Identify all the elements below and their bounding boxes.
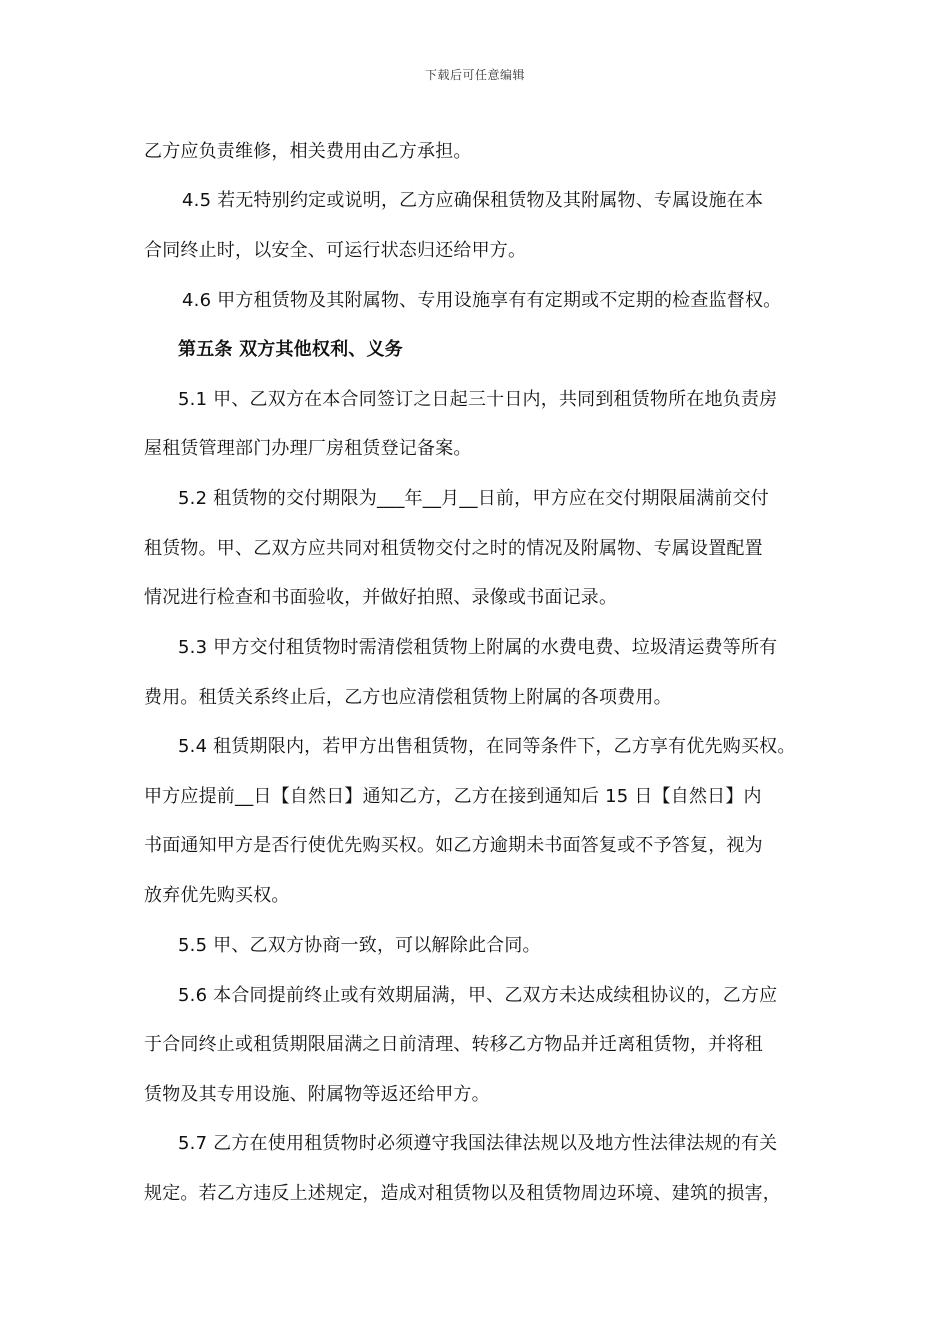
paragraph-line: 屋租赁管理部门办理厂房租赁登记备案。 xyxy=(144,438,472,459)
paragraph-line: 甲方应提前__日【自然日】通知乙方，乙方在接到通知后 15 日【自然日】内 xyxy=(144,786,762,807)
paragraph-line: 租赁物。甲、乙双方应共同对租赁物交付之时的情况及附属物、专属设置配置 xyxy=(144,538,763,559)
clause-5-4-line: 5.4 租赁期限内，若甲方出售租赁物，在同等条件下，乙方享有优先购买权。 xyxy=(178,736,796,757)
paragraph-line: 合同终止时，以安全、可运行状态归还给甲方。 xyxy=(144,240,527,261)
paragraph-line: 情况进行检查和书面验收，并做好拍照、录像或书面记录。 xyxy=(144,587,618,608)
paragraph-line: 规定。若乙方违反上述规定，造成对租赁物以及租赁物周边环境、建筑的损害， xyxy=(144,1183,781,1204)
paragraph-line: 费用。租赁关系终止后，乙方也应清偿租赁物上附属的各项费用。 xyxy=(144,687,672,708)
clause-5-5-line: 5.5 甲、乙双方协商一致，可以解除此合同。 xyxy=(178,935,541,956)
clause-4-6-line: 4.6 甲方租赁物及其附属物、专用设施享有有定期或不定期的检查监督权。 xyxy=(182,290,782,311)
paragraph-line: 书面通知甲方是否行使优先购买权。如乙方逾期未书面答复或不予答复，视为 xyxy=(144,835,763,856)
clause-5-7-line: 5.7 乙方在使用租赁物时必须遵守我国法律法规以及地方性法律法规的有关 xyxy=(178,1133,778,1154)
section-heading: 第五条 双方其他权利、义务 xyxy=(178,339,403,360)
paragraph-line: 赁物及其专用设施、附属物等返还给甲方。 xyxy=(144,1084,490,1105)
clause-5-1-line: 5.1 甲、乙双方在本合同签订之日起三十日内，共同到租赁物所在地负责房 xyxy=(178,389,778,410)
clause-4-5-line: 4.5 若无特别约定或说明，乙方应确保租赁物及其附属物、专属设施在本 xyxy=(182,190,764,211)
clause-5-2-line: 5.2 租赁物的交付期限为___年__月__日前，甲方应在交付期限届满前交付 xyxy=(178,488,769,509)
paragraph-line: 于合同终止或租赁期限届满之日前清理、转移乙方物品并迁离租赁物，并将租 xyxy=(144,1034,763,1055)
clause-5-3-line: 5.3 甲方交付租赁物时需清偿租赁物上附属的水费电费、垃圾清运费等所有 xyxy=(178,637,778,658)
page-header: 下载后可任意编辑 xyxy=(424,68,525,82)
paragraph-line: 放弃优先购买权。 xyxy=(144,885,290,906)
paragraph-line: 乙方应负责维修，相关费用由乙方承担。 xyxy=(144,141,472,162)
clause-5-6-line: 5.6 本合同提前终止或有效期届满，甲、乙双方未达成续租协议的，乙方应 xyxy=(178,985,778,1006)
